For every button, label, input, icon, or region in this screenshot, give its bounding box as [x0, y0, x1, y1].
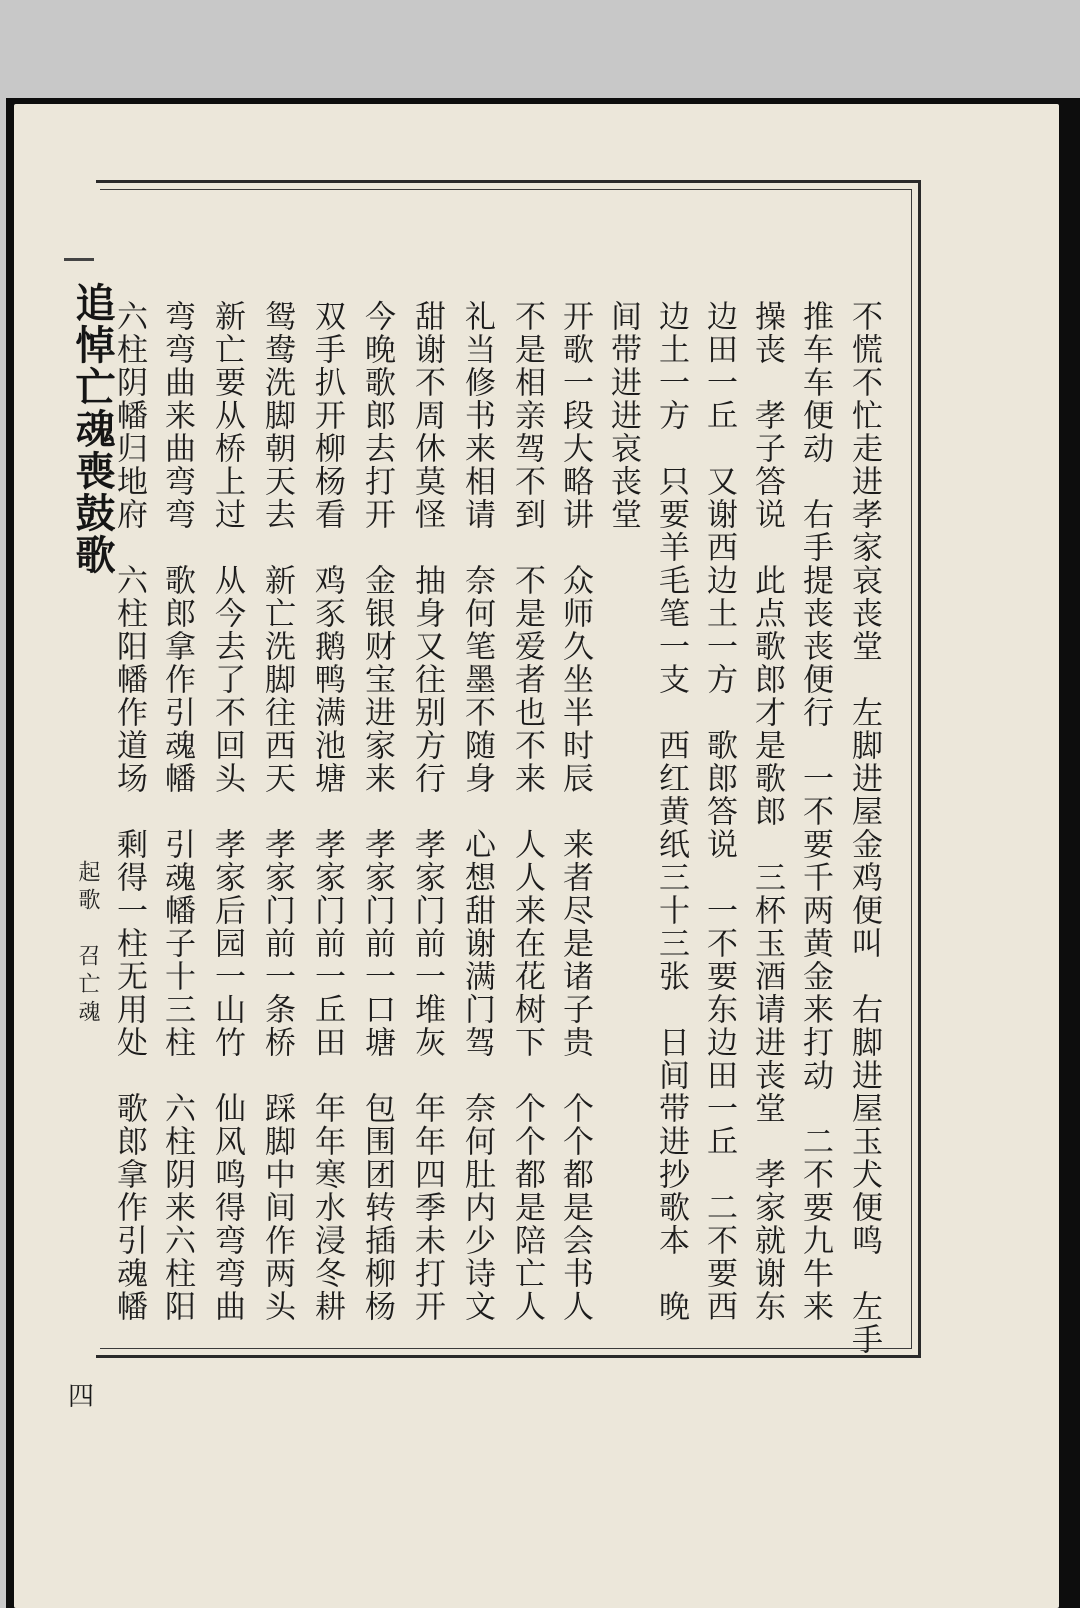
- text-column: 六柱阴幡归地府 六柱阳幡作道场 剩得一柱无用处 歌郎拿作引魂幡: [111, 300, 147, 1323]
- text-column: 新亡要从桥上过 从今去了不回头 孝家后园一山竹 仙风鸣得弯弯曲: [209, 300, 245, 1323]
- text-column: 推车车便动 右手提丧丧便行 一不要千两黄金来打动 二不要九牛来: [797, 300, 833, 1323]
- book-title: 追悼亡魂喪鼓歌: [69, 282, 115, 576]
- text-column: 操丧 孝子答说 此点歌郎才是歌郎 三杯玉酒请进丧堂 孝家就谢东: [749, 300, 785, 1323]
- text-column: 不是相亲驾不到 不是爱者也不来 人人来在花树下 个个都是陪亡人: [509, 300, 545, 1323]
- title-top-rule: [64, 258, 94, 261]
- text-column: 弯弯曲来曲弯弯 歌郎拿作引魂幡 引魂幡子十三柱 六柱阴来六柱阳: [159, 300, 195, 1323]
- section-subtitle: 起歌 召亡魂: [75, 860, 100, 1028]
- text-column: 甜谢不周休莫怪 抽身又往别方行 孝家门前一堆灰 年年四季未打开: [409, 300, 445, 1323]
- page-number: 四: [68, 1382, 95, 1412]
- text-column: 双手扒开柳杨看 鸡豕鹅鸭满池塘 孝家门前一丘田 年年寒水浸冬耕: [309, 300, 345, 1323]
- text-column: 不慌不忙走进孝家哀丧堂 左脚进屋金鸡便叫 右脚进屋玉犬便鸣 左手: [846, 300, 882, 1356]
- text-column: 礼当修书来相请 奈何笔墨不随身 心想甜谢满门驾 奈何肚内少诗文: [459, 300, 495, 1323]
- text-column: 边土一方 只要羊毛笔一支 西红黄纸三十三张 日间带进抄歌本 晚: [653, 300, 689, 1323]
- text-column: 开歌一段大略讲 众师久坐半时辰 来者尽是诸子贵 个个都是会书人: [557, 300, 593, 1323]
- text-column: 鸳鸯洗脚朝天去 新亡洗脚往西天 孝家门前一条桥 踩脚中间作两头: [259, 300, 295, 1323]
- text-column: 边田一丘 又谢西边土一方 歌郎答说 一不要东边田一丘 二不要西: [701, 300, 737, 1323]
- text-column: 今晚歌郎去打开 金银财宝进家来 孝家门前一口塘 包围团转插柳杨: [359, 300, 395, 1323]
- text-column: 间带进进哀丧堂: [605, 300, 641, 531]
- scan-top-background: [0, 0, 1080, 98]
